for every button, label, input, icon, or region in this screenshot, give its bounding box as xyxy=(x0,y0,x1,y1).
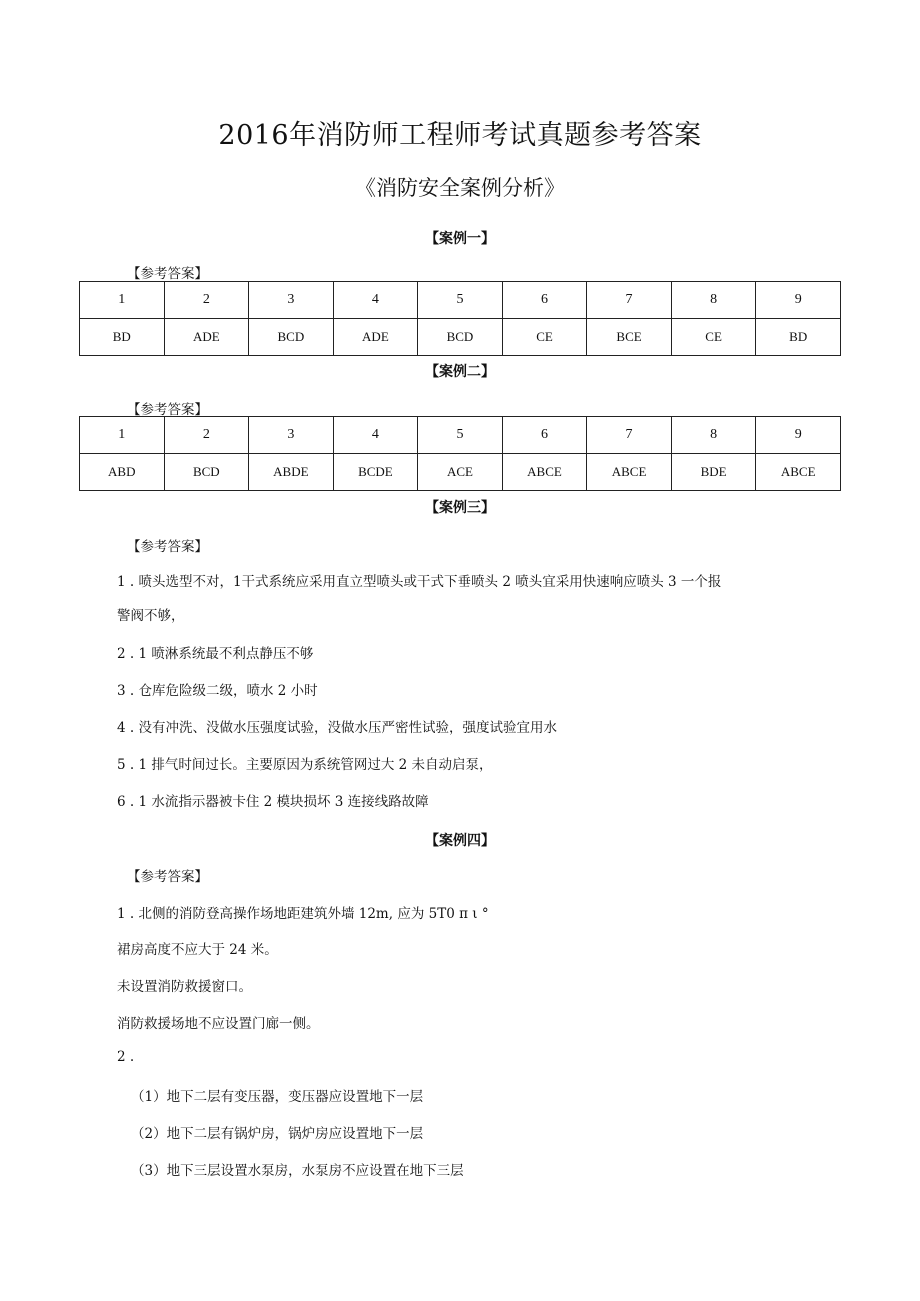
case4-sub-line-2: （2）地下二层有锅炉房，锅炉房应设置地下一层 xyxy=(131,1126,424,1142)
case3-answer-line-2: 2 . 1 喷淋系统最不利点静压不够 xyxy=(117,646,314,662)
table-cell: BCD xyxy=(164,454,249,491)
table-cell: ACE xyxy=(418,454,503,491)
case1-ref-label: 【参考答案】 xyxy=(127,266,208,282)
table-cell: 6 xyxy=(502,417,587,454)
case3-answer-line-4: 4 . 没有冲洗、没做水压强度试验，没做水压严密性试验，强度试验宜用水 xyxy=(117,720,557,736)
table-row xyxy=(80,282,841,319)
table-cell: ADE xyxy=(333,319,418,356)
table-cell: 1 xyxy=(80,417,165,454)
case3-answer-line-3: 3 . 仓库危险级二级，喷水 2 小时 xyxy=(117,683,318,699)
table-cell: 5 xyxy=(418,282,503,319)
table-cell: 4 xyxy=(333,417,418,454)
case2-answer-table xyxy=(79,416,841,491)
table-cell: ABCE xyxy=(756,454,841,491)
table-cell: 7 xyxy=(587,417,672,454)
table-cell: ABDE xyxy=(249,454,334,491)
table-cell: 6 xyxy=(502,282,587,319)
case4-answer-line-2: 裙房高度不应大于 24 米。 xyxy=(117,942,278,958)
case4-answer-line-3: 未设置消防救援窗口。 xyxy=(117,979,252,995)
case1-answer-table xyxy=(79,281,841,356)
case4-answer-line-1: 1 . 北侧的消防登高操作场地距建筑外墙 12m, 应为 5T0 π ι ° xyxy=(117,906,489,922)
case3-heading: 【案例三】 xyxy=(425,500,495,516)
table-cell: 2 xyxy=(164,417,249,454)
table-cell: 8 xyxy=(671,282,756,319)
table-cell: 9 xyxy=(756,417,841,454)
case4-sub-line-1: （1）地下二层有变压器，变压器应设置地下一层 xyxy=(131,1089,424,1105)
table-cell: ADE xyxy=(164,319,249,356)
table-cell: 2 xyxy=(164,282,249,319)
table-cell: ABD xyxy=(80,454,165,491)
table-cell: ABCE xyxy=(587,454,672,491)
table-cell: 8 xyxy=(671,417,756,454)
table-cell: BCD xyxy=(418,319,503,356)
table-row xyxy=(80,319,841,356)
table-cell: CE xyxy=(502,319,587,356)
table-cell: BCDE xyxy=(333,454,418,491)
case4-heading: 【案例四】 xyxy=(425,833,495,849)
table-cell: 5 xyxy=(418,417,503,454)
case1-heading: 【案例一】 xyxy=(425,231,495,247)
document-subtitle: 《消防安全案例分析》 xyxy=(355,176,565,200)
table-cell: BCE xyxy=(587,319,672,356)
table-cell: 4 xyxy=(333,282,418,319)
table-row xyxy=(80,454,841,491)
case3-ref-label: 【参考答案】 xyxy=(127,539,208,555)
table-cell: ABCE xyxy=(502,454,587,491)
table-row xyxy=(80,417,841,454)
table-cell: 1 xyxy=(80,282,165,319)
case2-ref-label: 【参考答案】 xyxy=(127,402,208,418)
case4-answer-line-5: 2 . xyxy=(117,1049,135,1065)
case4-sub-line-3: （3）地下三层设置水泵房，水泵房不应设置在地下三层 xyxy=(131,1163,464,1179)
table-cell: 7 xyxy=(587,282,672,319)
case4-answer-line-4: 消防救援场地不应设置门廊一侧。 xyxy=(117,1016,320,1032)
case3-answer-line-1-cont: 警阀不够， xyxy=(117,608,185,624)
table-cell: 9 xyxy=(756,282,841,319)
table-cell: BDE xyxy=(671,454,756,491)
case2-heading: 【案例二】 xyxy=(425,364,495,380)
case4-ref-label: 【参考答案】 xyxy=(127,869,208,885)
table-cell: BCD xyxy=(249,319,334,356)
table-cell: BD xyxy=(756,319,841,356)
table-cell: 3 xyxy=(249,282,334,319)
case3-answer-line-5: 5 . 1 排气时间过长。主要原因为系统管网过大 2 未自动启泵， xyxy=(117,757,493,773)
table-cell: 3 xyxy=(249,417,334,454)
case3-answer-line-1: 1 . 喷头选型不对，1干式系统应采用直立型喷头或干式下垂喷头 2 喷头宜采用快速响应喷头 3 一个报 xyxy=(117,574,722,590)
case3-answer-line-6: 6 . 1 水流指示器被卡住 2 模块损坏 3 连接线路故障 xyxy=(117,794,429,810)
table-cell: CE xyxy=(671,319,756,356)
document-title: 2016年消防师工程师考试真题参考答案 xyxy=(218,120,702,151)
table-cell: BD xyxy=(80,319,165,356)
